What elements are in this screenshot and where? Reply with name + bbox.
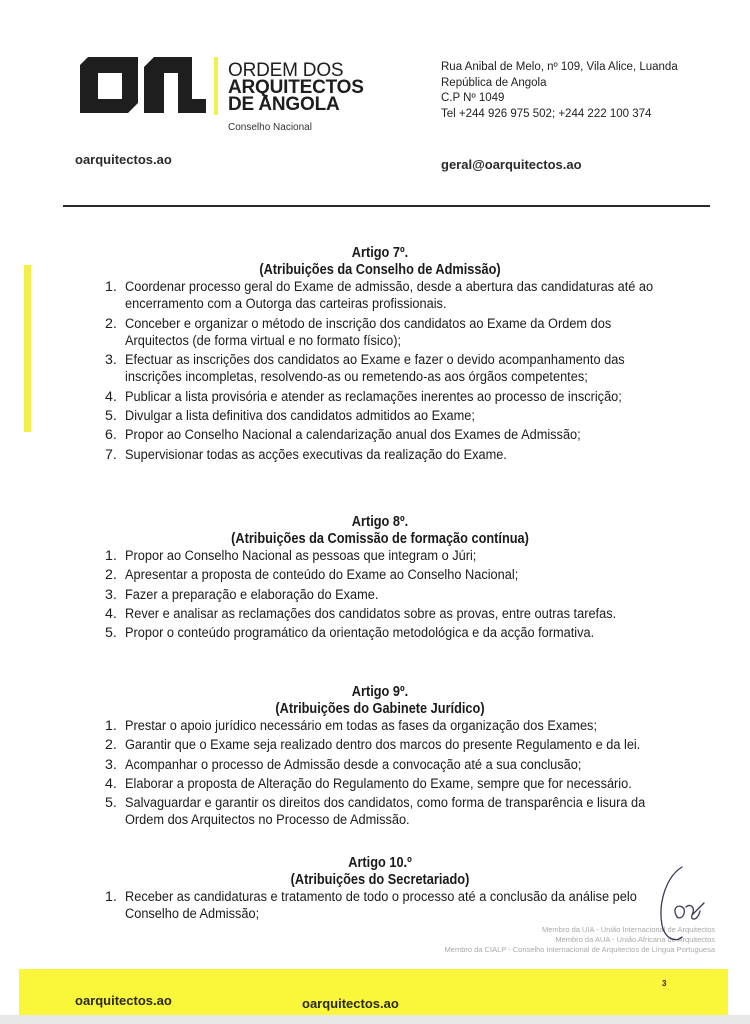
org-subtitle: Conselho Nacional: [228, 122, 312, 133]
item-text: Supervisionar todas as acções executivas da realização do Exame.: [125, 446, 507, 463]
list-item: [0, 757, 750, 774]
address-line: Tel +244 926 975 502; +244 222 100 374: [441, 108, 652, 121]
item-text: Conceber e organizar o método de inscrição dos candidatos ao Exame da Ordem dos Arquitectos (de forma virtual e no formato físico);: [125, 315, 612, 349]
list-item: [0, 447, 750, 464]
item-number: 5.: [105, 408, 117, 425]
item-text: Propor ao Conselho Nacional as pessoas que integram o Júri;: [125, 548, 477, 564]
address-line: Rua Anibal de Melo, nº 109, Vila Alice, Luanda: [441, 61, 678, 73]
item-number: 7.: [105, 446, 117, 463]
list-item: [0, 567, 750, 584]
oa-logo-mark: [78, 55, 208, 115]
list-item: [0, 389, 750, 406]
list-item: [0, 606, 750, 623]
item-number: 5.: [105, 795, 117, 812]
item-text: Salvaguardar e garantir os direitos dos candidatos, como forma de transparência e lisura da Ordem dos Arquitectos no Processo de Admissão.: [125, 795, 646, 829]
item-text: Prestar o apoio jurídico necessário em todas as fases da organização dos Exames;: [125, 718, 597, 734]
article-title: Artigo 10.º: [348, 855, 412, 871]
item-text: Elaborar a proposta de Alteração do Regulamento do Exame, sempre que for necessário.: [125, 775, 632, 792]
item-number: 1.: [105, 548, 117, 564]
org-name-line-3: DE ANGOLA: [228, 94, 340, 115]
membership-line: Membro da AUA - União Africana de Arquitectos: [555, 935, 715, 944]
list-item: [0, 548, 750, 565]
article-subtitle: (Atribuições do Gabinete Jurídico): [275, 701, 485, 717]
article-10: [0, 855, 750, 924]
item-number: 2.: [105, 315, 117, 332]
item-text: Rever e analisar as reclamações dos candidatos sobre as provas, entre outras tarefas.: [125, 605, 617, 622]
address-block: [441, 60, 678, 123]
bottom-edge: [0, 1015, 750, 1024]
item-number: 1.: [105, 889, 117, 905]
list-item: [0, 427, 750, 444]
footer-website-link-center[interactable]: oarquitectos.ao: [302, 996, 399, 1011]
article-subtitle: (Atribuições da Comissão de formação contínua): [231, 531, 529, 547]
article-title: Artigo 9º.: [351, 684, 409, 700]
item-number: 1.: [105, 718, 117, 734]
list-item: [0, 587, 750, 604]
item-number: 5.: [105, 625, 117, 642]
item-number: 1.: [105, 279, 117, 295]
org-name-line-2: ARQUITECTOS: [228, 77, 364, 98]
membership-line: Membro da UIA - União Internacional de Arquitectos: [541, 925, 715, 934]
item-text: Fazer a preparação e elaboração do Exame.: [125, 586, 379, 603]
item-text: Efectuar as inscrições dos candidatos ao Exame e fazer o devido acompanhamento das inscrições incompletas, resolvendo-as ou remetendo-as aos órgãos competentes;: [125, 352, 625, 386]
item-text: Garantir que o Exame seja realizado dentro dos marcos do presente Regulamento e da lei.: [125, 737, 641, 754]
page-number: 3: [662, 979, 667, 988]
item-text: Divulgar a lista definitiva dos candidatos admitidos ao Exame;: [125, 408, 475, 425]
list-item: [0, 316, 750, 351]
article-title: Artigo 7º.: [351, 245, 409, 261]
website-link[interactable]: oarquitectos.ao: [75, 152, 172, 167]
item-number: 4.: [105, 605, 117, 622]
list-item: [0, 279, 750, 314]
item-number: 3.: [105, 352, 117, 369]
org-name-line-1: ORDEM DOS: [228, 60, 344, 81]
item-number: 3.: [105, 756, 117, 773]
item-number: 6.: [105, 427, 117, 444]
signature-icon: [652, 863, 714, 945]
item-number: 4.: [105, 775, 117, 792]
item-text: Acompanhar o processo de Admissão desde a convocação até a sua conclusão;: [125, 756, 582, 773]
item-text: Coordenar processo geral do Exame de admissão, desde a abertura das candidaturas até ao encerramento com a Outorga das carteiras profissionais.: [125, 279, 654, 313]
list-item: [0, 776, 750, 793]
list-item: [0, 718, 750, 735]
address-line: C.P Nº 1049: [441, 92, 505, 105]
item-number: 3.: [105, 586, 117, 603]
item-number: 2.: [105, 737, 117, 754]
header-divider: [63, 205, 710, 207]
list-item: [0, 737, 750, 754]
list-item: [0, 795, 750, 830]
footer-website-link[interactable]: oarquitectos.ao: [75, 993, 172, 1008]
article-7: [0, 245, 750, 464]
logo-divider-bar: [214, 57, 218, 115]
list-item: [0, 352, 750, 387]
article-subtitle: (Atribuições do Secretariado): [290, 872, 470, 888]
item-text: Propor ao Conselho Nacional a calendarização anual dos Exames de Admissão;: [125, 427, 581, 444]
item-text: Publicar a lista provisória e atender as reclamações inerentes ao processo de inscrição;: [125, 388, 622, 405]
article-8: [0, 514, 750, 642]
article-title: Artigo 8º.: [351, 514, 409, 530]
article-9: [0, 684, 750, 830]
item-text: Receber as candidaturas e tratamento de todo o processo até a conclusão da análise pelo Conselho de Admissão;: [125, 889, 637, 923]
item-number: 4.: [105, 388, 117, 405]
membership-line: Membro da CIALP - Conselho Internacional de Arquitectos de Língua Portuguesa: [444, 945, 715, 954]
address-line: República de Angola: [441, 76, 547, 89]
article-subtitle: (Atribuições da Conselho de Admissão): [259, 262, 501, 278]
item-number: 2.: [105, 567, 117, 584]
list-item: [0, 408, 750, 425]
item-text: Apresentar a proposta de conteúdo do Exame ao Conselho Nacional;: [125, 567, 519, 584]
item-text: Propor o conteúdo programático da orientação metodológica e da acção formativa.: [125, 625, 595, 642]
list-item: [0, 625, 750, 642]
email-link[interactable]: geral@oarquitectos.ao: [441, 157, 582, 172]
list-item: [0, 889, 750, 924]
